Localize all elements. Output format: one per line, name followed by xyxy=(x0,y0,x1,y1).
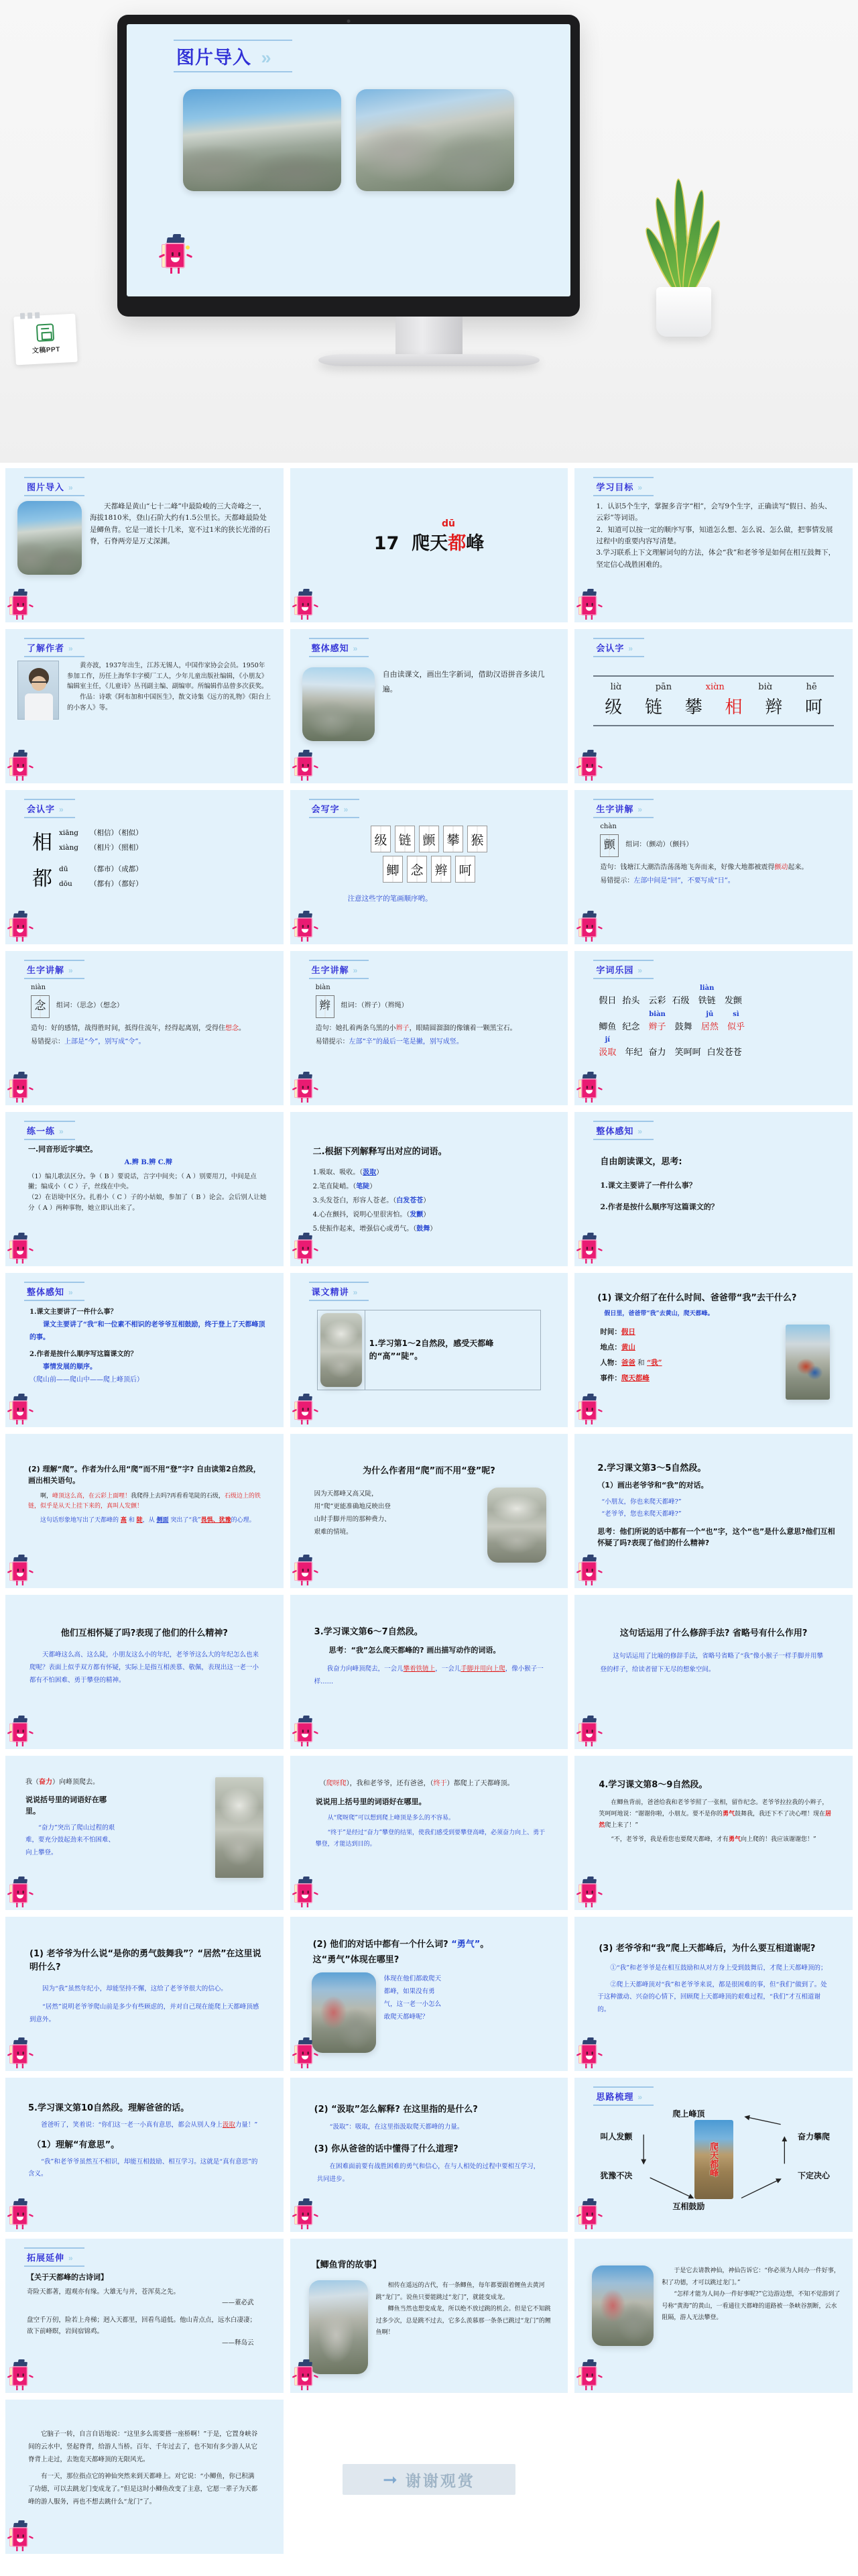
slide-write-chars[interactable]: 会写字 » 级 链 颤 攀 猴 鲫 念 辫 呵 注意这些字的笔画顺序哟。 xyxy=(290,790,568,944)
slide-photo xyxy=(312,1972,376,2053)
vocab-row: 假日 抬头 云彩 石级 liàn 铁链 发颤 xyxy=(599,985,742,1006)
exercise-line-2: （2）在语境中区分。扎着小（ C ）子的小姑娘，参加了（ B ）论会。会后别人让她分（ A ）两种事物，她立即认出来了。 xyxy=(28,1193,267,1212)
common-mistake-tip: 易错提示：左部中间是“回”，不要写成“日”。 xyxy=(600,877,735,885)
slide-paya-pa[interactable] xyxy=(290,1756,568,1910)
pinyin-label: chàn xyxy=(600,823,617,830)
example-sentence: 造句：好的感情，战得胜时间，抵得住流年，经得起离别，受得住想念。 xyxy=(31,1024,245,1032)
question: (2) 理解“爬”。作者为什么用“爬”而不用“登”字? 自由读第2自然段，画出相关语句。 xyxy=(28,1465,261,1486)
field-people: 人物：爸爸 和 “我” xyxy=(600,1359,662,1367)
slide-char-explain-nian[interactable]: 生字讲解 » niàn 念 组词：（思念）（想念） 造句：好的感情，战得胜时间，抵得住流年，经得起离别，受得住想念。 易错提示：上部是“今”，别写成“令”。 xyxy=(5,951,284,1105)
mascot-book-character xyxy=(9,913,32,942)
exercise-heading: 二.根据下列解释写出对应的词语。 xyxy=(312,1147,447,1157)
slide-paragraph: 天都峰是黄山“七十二峰”中最险峻的三大奇峰之一，海拔1810米，登山石阶大约有1.5公里长。天都峰最险处是鲫鱼背。它是一道长十几米，宽不过1米的狭长光滑的石脊，石脊两旁是万丈深渊。 xyxy=(90,502,271,545)
hanzi-row: 级 链 攀 相 辫 呵 xyxy=(605,697,823,718)
poem-2-author: ——释岛云 xyxy=(222,2339,254,2347)
list-item: 2.笔直陡峭。（笔陡） xyxy=(312,1183,377,1191)
slide-para-3-5[interactable] xyxy=(574,1434,853,1588)
slide-photo xyxy=(320,1313,362,1387)
slide-photo xyxy=(592,2265,654,2346)
sub-question: （1）理解“有意思”。 xyxy=(32,2139,120,2150)
question-1: (2) “汲取”怎么解释? 在这里指的是什么? xyxy=(314,2105,478,2115)
slide-about-author[interactable]: 了解作者 » 黄亦波，1937年出生，江苏无锡人，中国作家协会会员。1950年参加工作，历任上海华丰字模厂工人，少年儿童出版社编辑，《小朋友》编辑室主任，《儿童诗》丛刊副主编、副编审。所编辑作品曾多次获奖。 作品：诗歌《阿布加和中国医生》，散文诗集《远方的礼物》《阳台上的小客人》等。 xyxy=(5,629,284,783)
slide-photo xyxy=(786,1325,830,1400)
slide-mutual-doubt[interactable] xyxy=(5,1595,284,1749)
slide-photo xyxy=(215,1777,263,1878)
slide-who-what-when[interactable] xyxy=(574,1273,853,1427)
exercise-heading: 一.同音形近字填空。 xyxy=(28,1145,98,1154)
mascot-book-character xyxy=(9,2523,32,2551)
webcam-icon xyxy=(347,19,351,23)
mascot-book-character xyxy=(578,2362,601,2390)
pinyin-row: liɑ̀ pān xiɑ̀n biɑ̀ hē xyxy=(610,682,817,692)
goal-1: 1．认识5个生字，掌握多音字“相”，会写9个生字，正确读写“假日、抬头、云彩”等词语。 xyxy=(596,502,832,522)
slide-recognize-chars[interactable]: 会认字 » liɑ̀ pān xiɑ̀n biɑ̀ hē 级 链 攀 相 辫 呵 xyxy=(574,629,853,783)
author-portrait xyxy=(17,661,59,720)
example-sentence: 造句：钱塘江大潮浩浩荡荡地飞奔而来，好像大地都被震得颤动起来。 xyxy=(600,863,808,871)
document-icon xyxy=(36,323,54,341)
slide-grid xyxy=(0,463,858,2569)
answer: 天都峰这么高、这么陡，小朋友这么小的年纪，老爷爷这么大的年纪怎么也来爬呢？表面上似乎双方都有怀疑，实际上是指互相羡慕、敬佩，表现出这一老一小都有不怕困难、勇于攀登的精神。 xyxy=(29,1651,259,1685)
slide-title: 会认字 xyxy=(596,643,625,653)
slide-title: 生字讲解 xyxy=(311,965,349,975)
question: (2) 他们的对话中都有一个什么词? “勇气”。 xyxy=(312,1940,489,1950)
slide-image-intro[interactable]: 图片导入 » 天都峰是黄山“七十二峰”中最险峻的三大奇峰之一，海拔1810米，登山石阶大约有1.5公里长。天都峰最险处是鲫鱼背。它是一道长十几米，宽不过1米的狭长光滑的石脊，石脊两旁是万丈深渊。 xyxy=(5,468,284,622)
list-item: 1.吸取、吸收。（汲取） xyxy=(312,1169,383,1177)
slide-text-analysis[interactable]: 课文精讲 » 1.学习第1～2自然段，感受天都峰的“高”“陡”。 xyxy=(290,1273,568,1427)
list-item: 4.心在颤抖，说明心里很害怕。（发颤） xyxy=(312,1211,430,1219)
slide-title: 会写字 xyxy=(311,804,340,814)
paragraph-1: 在鲫鱼背前，爸爸给我和老爷爷照了一张相，留作纪念。老爷爷拉拉我的小辫子，笑呵呵地说：“谢谢你啦，小朋友。要不是你的勇气鼓舞我，我还下不了决心哩！现在居然爬上来了！” xyxy=(599,1799,831,1830)
mascot-book-character xyxy=(9,1718,32,1746)
vocab-row: jí 汲取 年纪 奋力 笑呵呵 白发苍苍 xyxy=(599,1036,742,1058)
thanks-text: 谢谢观赏 xyxy=(405,2472,475,2490)
slide-title: 整体感知 xyxy=(596,1126,634,1136)
sparkle-icon xyxy=(186,245,190,249)
hero-section-title: 图片导入 » xyxy=(176,42,269,70)
slide-learning-goals[interactable]: 学习目标 » 1．认识5个生字，掌握多音字“相”，会写9个生字，正确读写“假日、抬头、云彩”等词语。 2．知道可以按一定的顺序写事，知道怎么想、怎么说、怎么做，把事情发展过程中的重要内容写清楚。 3.学习联系上下文理解词句的方法，体会“我”和老爷爷是如何在相互鼓舞下，坚定信心战胜困难的。 xyxy=(574,468,853,622)
mascot-book-character xyxy=(294,1235,316,1264)
slide-photo xyxy=(302,667,375,741)
mascot-book-character xyxy=(294,2201,316,2229)
mascot-book-character xyxy=(578,1557,601,1585)
slide-mindmap[interactable]: 思路梳理 » 爬上峰顶 叫人发颤 奋力攀爬 犹豫不决 下定决心 互相鼓励 爬天都峰 xyxy=(574,2078,853,2232)
dialogue-quotes: “小朋友，你也来爬天都峰?” “老爷爷，您也来爬天都峰?” xyxy=(601,1498,682,1518)
mascot-book-character xyxy=(294,913,316,942)
question: 5.学习课文第10自然段。理解爸爸的话。 xyxy=(28,2103,190,2113)
slide-title: 会认字 xyxy=(27,804,56,814)
concept-map xyxy=(587,2108,841,2222)
poem-2-text: 盘空千万仞，险若上舟梯；迥入天都里，回看鸟道低。他山青点点，远水白凄凄；欲下前峰瞑，岩间宿锦鸡。 xyxy=(27,2316,257,2336)
answer-2: “终于”是经过“奋力”攀登的结果，使我们感受到要攀登高峰，必须奋力向上、勇于攀登，才能达到目的。 xyxy=(315,1829,546,1848)
mascot-book-character xyxy=(294,1879,316,1907)
slide-jiyubei-story[interactable] xyxy=(290,2239,568,2393)
mascot-book-character xyxy=(9,1235,32,1264)
mascot-book-character xyxy=(294,2362,316,2390)
character-table xyxy=(593,675,834,726)
arrow-right-icon: ➞ xyxy=(383,2469,397,2489)
mascot-book-character xyxy=(9,592,32,620)
slide-title: 整体感知 xyxy=(311,643,349,653)
question-1: 1.课文主要讲了一件什么事？ xyxy=(29,1308,117,1316)
slide-vocabulary-park[interactable]: 字词乐园 » 假日 抬头 云彩 石级 liàn 铁链 发颤 鲫鱼 纪念 biàn 辫子 鼓舞 jū 居然 sì 似乎 jí 汲取 年纪 奋力 笑呵呵 白发苍苍 xyxy=(574,951,853,1105)
answer-2: ②爬上天都峰顶对“我”和老爷爷来说，都是很困难的事，但“我们”做到了。处于这种激动、兴奋的心情下，回顾爬上天都峰顶的艰难过程，“我们”才互相道谢的。 xyxy=(597,1980,827,2013)
mascot-book-character xyxy=(9,1879,32,1907)
hero-banner xyxy=(0,0,858,463)
story-paragraph-2: 鲫鱼当然也想变成龙，所以绝不放过跳的机会。但是它不知跳过多少次，总是跳不过去，它多么羡慕那一条条已跳过“龙门”的鲤鱼啊！ xyxy=(375,2306,551,2337)
slide-definitions-exercise[interactable] xyxy=(290,1112,568,1266)
slide-title: 整体感知 xyxy=(27,1287,65,1297)
poem-1-author: ——董必武 xyxy=(222,2298,254,2306)
char-grid-row-2: 鲫 念 辫 呵 xyxy=(302,856,556,883)
monitor-stand-base xyxy=(318,354,540,366)
field-event: 事件：爬天都峰 xyxy=(600,1374,650,1383)
question: 2.学习课文第3～5自然段。 xyxy=(597,1463,707,1473)
mascot-book-character xyxy=(294,1074,316,1103)
char-words: 组词：（颤动）（颤抖） xyxy=(625,841,693,849)
thanks-banner xyxy=(343,2464,516,2495)
sentence: 我（奋力）向峰顶爬去。 xyxy=(25,1779,99,1786)
node-determined: 下定决心 xyxy=(797,2171,830,2180)
question: (1) 老爷爷为什么说“是你的勇气鼓舞我”？“居然”在这里说明什么? xyxy=(29,1949,261,1973)
answer: “奋力”突出了爬山过程的艰难，要充分鼓起劲来不怕困难、向上攀登。 xyxy=(25,1824,115,1856)
list-item: 3.头发苍白，形容人苍老。（白发苍苍） xyxy=(312,1197,430,1205)
field-time: 时间：假日 xyxy=(600,1327,635,1336)
mascot-book-character xyxy=(578,752,601,781)
slide-title: 生字讲解 xyxy=(596,804,634,814)
slide-jiyubei-story-2[interactable] xyxy=(574,2239,853,2393)
slide-title: 生字讲解 xyxy=(27,965,65,975)
char-box: 念 xyxy=(31,995,50,1018)
question: 4.学习课文第8～9自然段。 xyxy=(599,1780,708,1790)
char-words: 组词：（思念）（想念） xyxy=(56,1002,123,1010)
slide-title: 思路梳理 xyxy=(596,2092,634,2102)
answer-1: 因为“我”虽然年纪小，却能坚持不懈，这给了老爷爷很大的信心。 xyxy=(42,1985,227,1993)
slide-practice[interactable]: 练一练 » 一.同音形近字填空。 A.辫 B.辨 C.辩 （1）编儿歌法区分。争（ B ）要说话，言字中间夹；（ A ）别要用刀，中间是点撇；编成小（ C ）子，丝线在中央。 （2）在语境中区分。扎着小（ C ）子的小姑娘，参加了（ B ）论会。会后别人让她分（ A ）两种事物，她立即认出来了。 xyxy=(5,1112,284,1266)
slide-title: 拓展延伸 xyxy=(27,2253,65,2263)
mascot-book-character xyxy=(294,2040,316,2068)
goal-2: 2．知道可以按一定的顺序写事，知道怎么想、怎么说、怎么做，把事情发展过程中的重要内容写清楚。 xyxy=(596,525,833,545)
slide-lesson-title[interactable] xyxy=(290,468,568,622)
mascot-book-character xyxy=(578,1718,601,1746)
story-paragraph-1: 于是它去请教神仙，神仙告诉它：“你必须为人间办一件好事，积了功德，才可以跳过龙门。” xyxy=(662,2267,840,2286)
slide-title: 了解作者 xyxy=(27,643,65,653)
page-title: dū 17 爬天都峰 xyxy=(302,519,556,555)
vocabulary-list xyxy=(599,985,841,1063)
quote-text: 我奋力向峰顶爬去，一会儿攀着铁链上，一会儿手脚并用向上爬，像小猴子一样…… xyxy=(314,1665,544,1686)
mascot-book-character xyxy=(578,1396,601,1424)
slide-text: 1.学习第1～2自然段，感受天都峰的“高”“陡”。 xyxy=(369,1339,494,1361)
slide-yongqi[interactable] xyxy=(290,1917,568,2071)
question: 他们互相怀疑了吗?表现了他们的什么精神? xyxy=(60,1628,228,1638)
extension-heading: 【关于天都峰的古诗词】 xyxy=(27,2273,108,2282)
hero-photo-row xyxy=(149,89,548,191)
monitor-mockup xyxy=(117,15,580,317)
mascot-book-character xyxy=(578,1074,601,1103)
question-1: 1.课文主要讲了一件什么事？ xyxy=(600,1181,696,1190)
slide-para-8-9[interactable] xyxy=(574,1756,853,1910)
mascot-book-character xyxy=(9,1557,32,1585)
mascot-book-character xyxy=(578,913,601,942)
paragraph-2: “不，老爷爷，我是看您也要爬天都峰，才有勇气向上爬的！我应该谢谢您！” xyxy=(611,1836,816,1844)
mascot-book-character xyxy=(9,752,32,781)
hero-photo-1 xyxy=(183,89,341,191)
slide-overall-perception[interactable]: 整体感知 » 自由读课文，画出生字新词，借助汉语拼音多读几遍。 xyxy=(290,629,568,783)
hero-slide xyxy=(127,24,570,296)
node-hesitate: 犹豫不决 xyxy=(600,2171,633,2180)
question: 为什么作者用“爬”而不用“登”呢? xyxy=(363,1466,495,1476)
node-climb-hard: 奋力攀爬 xyxy=(797,2132,830,2141)
goal-3: 3.学习联系上下文理解词句的方法，体会“我”和老爷爷是如何在相互鼓舞下，坚定信心战胜困难的。 xyxy=(596,549,836,569)
read-aloud-heading: 自由朗读课文，思考: xyxy=(600,1157,682,1167)
mascot-book-character xyxy=(578,592,601,620)
mascot-book-character xyxy=(294,592,316,620)
slide-overall-answers[interactable]: 整体感知 » 1.课文主要讲了一件什么事？ 课文主要讲了“我”和一位素不相识的老爷爷互相鼓励，终于登上了天都峰顶的事。 2.作者是按什么顺序写这篇课文的？ 事情发展的顺序。 （爬山前——爬山中——爬上峰顶后） xyxy=(5,1273,284,1427)
slide-text: 自由读课文，画出生字新词，借助汉语拼音多读几遍。 xyxy=(382,670,545,693)
slide-title: 课文精讲 xyxy=(311,1287,349,1297)
slide-rhetoric[interactable] xyxy=(574,1595,853,1749)
question: (1) 课文介绍了在什么时间、爸爸带“我”去干什么? xyxy=(597,1293,797,1303)
slide-extension[interactable]: 拓展延伸 » 【关于天都峰的古诗词】 奇险天都著，遐观亦有缘。大雄无与并，苍浑莫之先。 ——董必武 盘空千万仞，险若上舟梯；迥入天都里，回看鸟道低。他山青点点，远水白凄凄；欲下前峰瞑，岩间宿锦鸡。 ——释岛云 xyxy=(5,2239,284,2393)
mascot-book-character xyxy=(578,2201,601,2229)
char-dou: 都 xyxy=(32,867,52,891)
conclusion-text: 这句话形象地写出了天都峰的 高 和 陡，从 侧面 突出了“我”畏惧、犹豫的心理。 xyxy=(40,1516,255,1524)
brand-logo xyxy=(13,314,78,366)
center-label: 爬天都峰 xyxy=(709,2142,719,2177)
slide-title: 字词乐园 xyxy=(596,965,634,975)
mascot-book-character xyxy=(162,237,190,274)
answer: 这句话运用了比喻的修辞手法，省略号省略了“我”像小猴子一样手脚并用攀登的样子，给读者留下无尽的想象空间。 xyxy=(600,1653,824,1674)
slide-photo xyxy=(487,1488,546,1563)
ask-prompt: 说说括号里的词语好在哪里。 xyxy=(25,1795,107,1815)
question-2: 2.作者是按什么顺序写这篇课文的？ xyxy=(29,1351,137,1358)
pinyin-label: niàn xyxy=(31,984,46,991)
node-trembling: 叫人发颤 xyxy=(600,2132,633,2141)
mascot-book-character xyxy=(578,1235,601,1264)
slide-char-explain-chan[interactable]: 生字讲解 » chàn 颤 组词：（颤动）（颤抖） 造句：钱塘江大潮浩浩荡荡地飞奔而来，好像大地都被震得颤动起来。 易错提示：左部中间是“回”，不要写成“日”。 xyxy=(574,790,853,944)
decorative-plant xyxy=(640,176,727,337)
answer: 假日里，爸爸带“我”去黄山，爬天都峰。 xyxy=(604,1310,714,1318)
fields-list xyxy=(600,1325,662,1400)
node-summit: 爬上峰顶 xyxy=(672,2109,705,2119)
exercise-line-1: （1）编儿歌法区分。争（ B ）要说话，言字中间夹；（ A ）别要用刀，中间是点撇；编成小（ C ）子，丝线在中央。 xyxy=(28,1172,257,1191)
answer-1: ①“我”和老爷爷是在相互鼓励和从对方身上受到鼓舞后，才爬上天都峰顶的； xyxy=(610,1964,827,1972)
brand-name: 文稿PPT xyxy=(32,345,61,355)
slide-thanks[interactable] xyxy=(290,2400,568,2554)
plant-pot xyxy=(656,287,711,337)
story-heading: 【鲫鱼背的故事】 xyxy=(311,2260,381,2270)
write-note: 注意这些字的笔画顺序哟。 xyxy=(347,895,432,903)
common-mistake-tip: 易错提示：上部是“今”，别写成“令”。 xyxy=(31,1038,145,1046)
question: 这句话运用了什么修辞手法? 省略号有什么作用? xyxy=(619,1628,808,1638)
story-paragraph-2: “怎样才能为人间办一件好事呢?”它边游边想，不知不觉游到了号称“黄海”的黄山，一看通往天都峰的道路被一条峡谷割断，云水阻隔，游人无法攀登。 xyxy=(662,2291,841,2322)
vocab-row: 鲫鱼 纪念 biàn 辫子 鼓舞 jū 居然 sì 似乎 xyxy=(599,1010,745,1032)
list-item: 5.使振作起来，增强信心或勇气。（鼓舞） xyxy=(312,1225,437,1233)
answer: 因为天都峰又高又陡，用“爬”更能准确地反映出登山时手脚并用的那种费力、艰难的情境。 xyxy=(314,1490,391,1536)
mascot-book-character xyxy=(9,2362,32,2390)
char-box: 辫 xyxy=(316,995,334,1018)
monitor-stand-neck xyxy=(395,317,463,357)
answer: 体现在他们都敢爬天都峰，如果没有勇气，这一老一小怎么敢爬天都峰呢？ xyxy=(383,1975,442,2021)
answer: “我”和老爷爷虽然互不相识，却能互相鼓励、相互学习。这就是“真有意思”的含义。 xyxy=(28,2158,258,2178)
answer-1: “汲取”：吸取，在这里指汲取爬天都峰的力量。 xyxy=(329,2123,464,2131)
slide-photo xyxy=(309,2280,368,2374)
story-paragraph-1: 相传在遥远的古代，有一条鲫鱼，每年都要跟着鲤鱼去黄河跳“龙门”。说鱼只要能跳过“龙门”，就能变成龙。 xyxy=(375,2282,545,2301)
char-words: 组词：（辫子）（辫绳） xyxy=(341,1002,408,1010)
answer-1: 从“爬呀爬”可以想到爬上峰顶是多么的不容易。 xyxy=(327,1815,454,1822)
slide-juran[interactable] xyxy=(5,1917,284,2071)
story-paragraph-2: 有一天，那位指点它的神仙突然来到天都峰上。对它说：“小鲫鱼，你已积满了功德，可以去跳龙门变成龙了。”但是这时小鲫鱼改变了主意，它愿一辈子为天都峰的游人服务，再也不想去跳什么“龙门”了。 xyxy=(28,2473,258,2506)
answer-1: 课文主要讲了“我”和一位素不相识的老爷爷互相鼓励，终于登上了天都峰顶的事。 xyxy=(29,1321,265,1341)
sub-question: 思考：“我”怎么爬天都峰的? 画出描写动作的词语。 xyxy=(328,1646,501,1655)
mascot-book-character xyxy=(9,1396,32,1424)
mascot-book-character xyxy=(294,1557,316,1585)
field-place: 地点：黄山 xyxy=(600,1343,635,1352)
question: 3.学习课文第6～7自然段。 xyxy=(314,1627,423,1637)
mascot-book-character xyxy=(578,1879,601,1907)
slide-fenli[interactable] xyxy=(5,1756,284,1910)
answer-2: “居然”说明老爷爷爬山前是多少有些顾虑的，并对自己现在能爬上天都峰顶感到意外。 xyxy=(29,2003,259,2024)
mascot-book-character xyxy=(578,2040,601,2068)
slide-title: 学习目标 xyxy=(596,482,634,492)
pinyin-label: dū xyxy=(441,518,455,529)
quote-text: 爸爸听了，笑着说：“你们这一老一小真有意思，都会从别人身上汲取力量！” xyxy=(41,2121,258,2129)
answer-2: 事情发展的顺序。 xyxy=(43,1363,97,1371)
slide-jiyubei-story-3[interactable] xyxy=(5,2400,284,2554)
slide-understand-pa[interactable] xyxy=(5,1434,284,1588)
story-paragraph-1: 它脑子一转，自言自语地说：“这里多么需要搭一座桥啊！”于是，它置身峡谷间的云水中，竖起脊背，给游人当桥。百年、千年过去了，也不知有多少游人从它脊背上走过，去饱览天都峰顶的无限风光。 xyxy=(28,2430,258,2463)
slide-thank-each-other[interactable] xyxy=(574,1917,853,2071)
pinyin-label: biàn xyxy=(315,984,330,991)
char-grid-row-1: 级 链 颤 攀 猴 xyxy=(302,826,556,852)
slide-title: 图片导入 xyxy=(27,482,65,492)
think-prompt: 思考：他们所说的话中都有一个“也”字，这个“也”是什么意思?他们互相怀疑了吗?表现了他们的什么精神? xyxy=(597,1527,835,1548)
mascot-book-character xyxy=(294,752,316,781)
mascot-book-character xyxy=(9,1074,32,1103)
chevron-right-icon: » xyxy=(261,48,269,68)
sentence: （爬呀爬），我和老爷爷，还有爸爸，（终于）都爬上了天都峰顶。 xyxy=(319,1780,514,1787)
slide-title: 练一练 xyxy=(27,1126,56,1136)
example-sentence: 造句：她扎着两条乌黑的小辫子，眼睛圆溜溜的像镶着一颗黑宝石。 xyxy=(315,1024,517,1032)
mascot-book-character xyxy=(9,2040,32,2068)
hero-photo-2 xyxy=(356,89,514,191)
slide-why-pa[interactable] xyxy=(290,1434,568,1588)
author-bio: 黄亦波，1937年出生，江苏无锡人，中国作家协会会员。1950年参加工作，历任上海华丰字模厂工人，少年儿童出版社编辑，《小朋友》编辑室主任，《儿童诗》丛刊副主编、副编审。所编辑作品曾多次获奖。 作品：诗歌《阿布加和中国医生》，散文诗集《远方的礼物》《阳台上的小客人》等。 xyxy=(67,662,271,712)
mascot-book-character xyxy=(294,1396,316,1424)
slide-read-aloud[interactable]: 整体感知 » 自由朗读课文，思考: 1.课文主要讲了一件什么事？ 2.作者是按什么顺序写这篇课文的？ xyxy=(574,1112,853,1266)
common-mistake-tip: 易错提示：左部“辛”的最后一笔是撇，别写成竖。 xyxy=(315,1038,463,1046)
question-2: 2.作者是按什么顺序写这篇课文的？ xyxy=(600,1202,719,1212)
mascot-book-character xyxy=(294,1718,316,1746)
exercise-options: A.辫 B.辨 C.辩 xyxy=(124,1159,173,1167)
char-xiang: 相 xyxy=(32,831,52,855)
slide-para-6-7[interactable] xyxy=(290,1595,568,1749)
answer-2: 在困难面前要有战胜困难的勇气和信心，在与人相处的过程中要相互学习，共同进步。 xyxy=(316,2163,540,2184)
mindmap-center-image xyxy=(694,2120,733,2199)
answer-2-detail: （爬山前——爬山中——爬上峰顶后） xyxy=(29,1376,143,1384)
question-highlight: 这“勇气”体现在哪里? xyxy=(312,1955,400,1966)
char-box: 颤 xyxy=(600,834,619,857)
question-2: (3) 你从爸爸的话中懂得了什么道理? xyxy=(314,2144,458,2155)
ask-prompt: 说说用上括号里的词语好在哪里。 xyxy=(315,1797,426,1806)
question: (3) 老爷爷和“我”爬上天都峰后，为什么要互相道谢呢? xyxy=(599,1944,816,1954)
node-encourage: 互相鼓励 xyxy=(672,2202,705,2211)
grid-empty-cell xyxy=(574,2400,853,2554)
definition-list xyxy=(313,1166,556,1236)
monitor-screen xyxy=(127,24,570,296)
slide-jiqu[interactable] xyxy=(290,2078,568,2232)
slide-photo xyxy=(17,501,82,575)
slide-para-10[interactable] xyxy=(5,2078,284,2232)
poem-1: 奇险天都著，遐观亦有缘。大雄无与并，苍浑莫之先。 xyxy=(27,2288,180,2296)
quote-text: 啊，峰顶这么高，在云彩上面哩！我爬得上去吗?再看看笔陡的石级，石级边上的铁链，似乎是从天上挂下来的，真叫人发颤！ xyxy=(28,1493,261,1510)
sub-question: （1）画出老爷爷和“我”的对话。 xyxy=(597,1481,709,1490)
mascot-book-character xyxy=(9,2201,32,2229)
slide-char-explain-bian[interactable]: 生字讲解 » biàn 辫 组词：（辫子）（辫绳） 造句：她扎着两条乌黑的小辫子，眼睛圆溜溜的像镶着一颗黑宝石。 易错提示：左部“辛”的最后一笔是撇，别写成竖。 xyxy=(290,951,568,1105)
slide-polyphonic-chars[interactable]: 会认字 » 相 xiāng （相信）（相似） xiàng （相片）（照相） 都 dū （都市）（成都） dōu （都有）（都好） xyxy=(5,790,284,944)
